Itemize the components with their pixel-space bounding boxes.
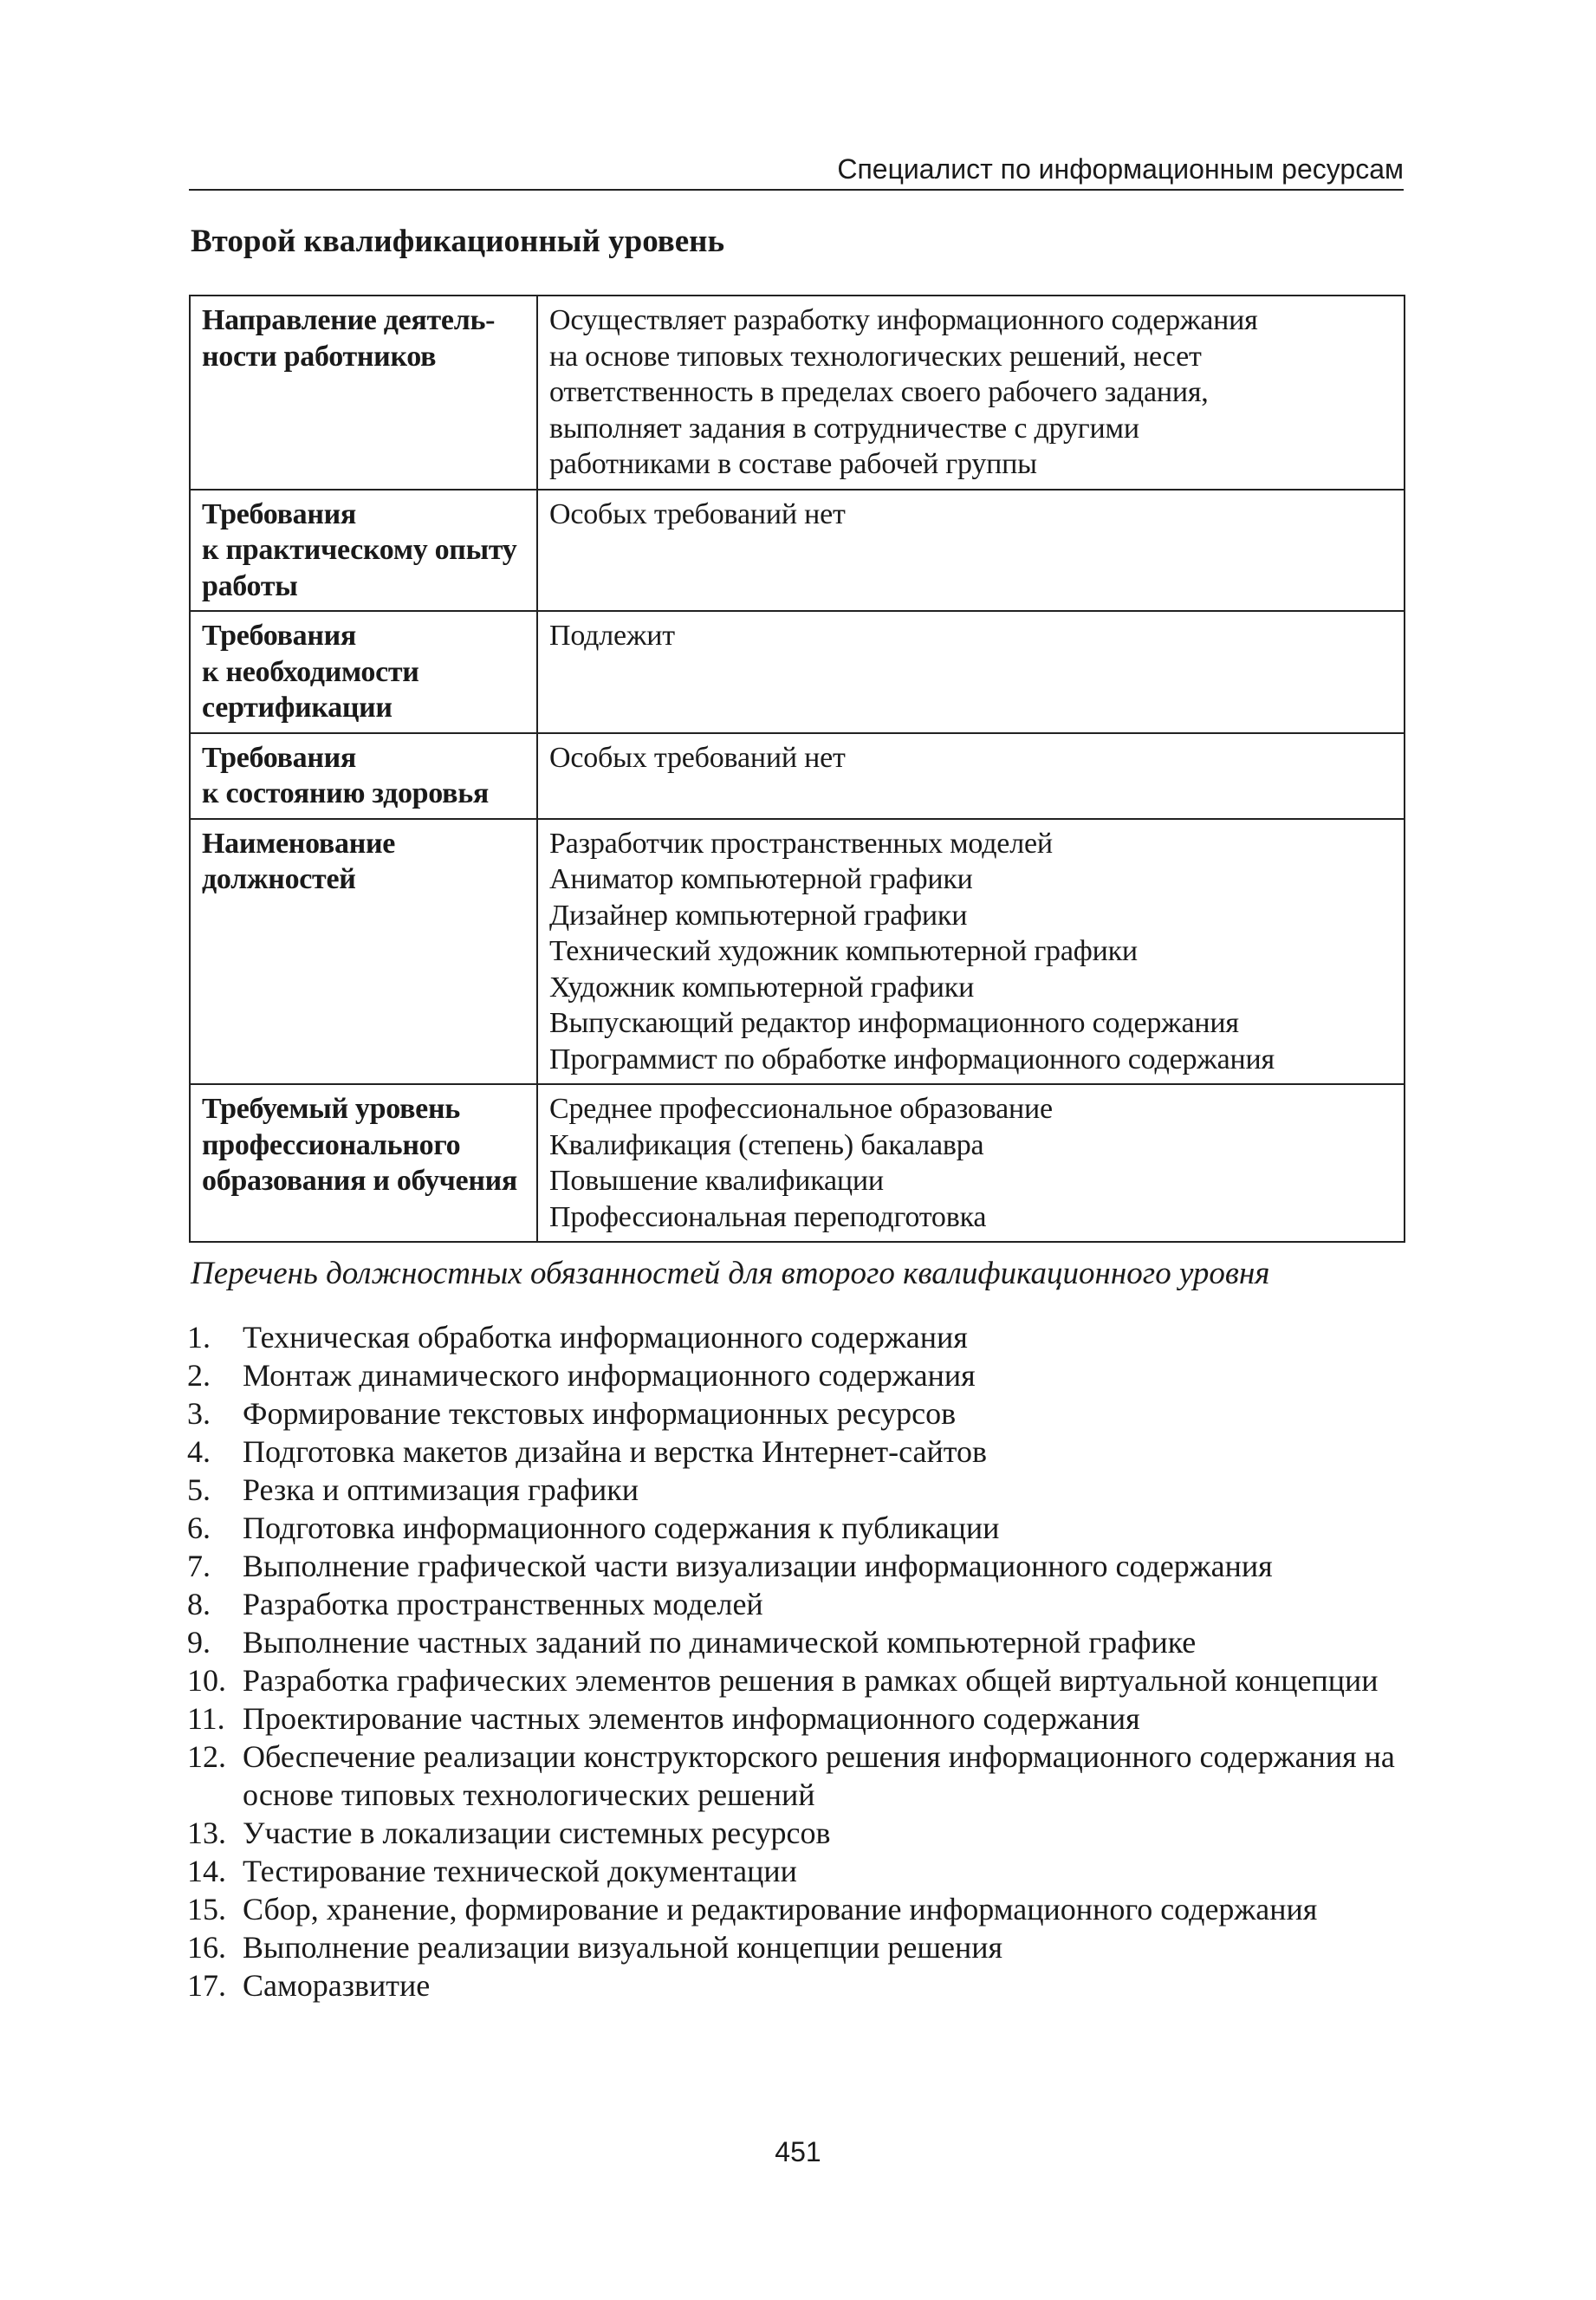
row-label-health — [190, 733, 537, 819]
list-item-number: 9. — [187, 1625, 211, 1660]
label-line: Требуемый уровень — [202, 1093, 460, 1125]
row-label-education — [190, 1084, 537, 1242]
list-item — [187, 1623, 1409, 1661]
list-item-number: 5. — [187, 1472, 211, 1507]
list-item-number: 15. — [187, 1892, 226, 1926]
value-line: Профессиональная переподготовка — [549, 1200, 987, 1233]
list-item-number: 1. — [187, 1320, 211, 1355]
label-line: профессионального — [202, 1128, 461, 1161]
list-item-number: 17. — [187, 1968, 226, 2003]
row-label-certification — [190, 611, 537, 733]
row-label-job-titles — [190, 819, 537, 1085]
table-row — [190, 1084, 1405, 1242]
list-item — [187, 1471, 1409, 1509]
label-line: должностей — [202, 863, 356, 895]
list-item — [187, 1356, 1409, 1394]
table-row — [190, 611, 1405, 733]
list-item — [187, 1890, 1409, 1928]
list-item — [187, 1966, 1409, 2004]
list-item-number: 8. — [187, 1587, 211, 1621]
label-line: Требования — [202, 497, 357, 530]
value-line: Разработчик пространственных моделей — [549, 827, 1053, 860]
list-item-text: Разработка графических элементов решения в рамках общей виртуальной концепции — [243, 1663, 1379, 1698]
value-line: Среднее профессиональное образование — [549, 1093, 1053, 1125]
list-item — [187, 1852, 1409, 1890]
row-label-experience — [190, 490, 537, 612]
list-item-text: Участие в локализации системных ресурсов — [243, 1816, 831, 1850]
value-line: Дизайнер компьютерной графики — [549, 899, 968, 932]
row-value-certification — [537, 611, 1405, 733]
value-line: Программист по обработке информационного содержания — [549, 1043, 1275, 1075]
list-item-number: 10. — [187, 1663, 226, 1698]
value-line: Квалификация (степень) бакалавра — [549, 1128, 984, 1161]
list-item — [187, 1509, 1409, 1547]
label-line: Требования — [202, 741, 357, 774]
duties-list-title: Перечень должностных обязанностей для второго квалификационного уровня — [191, 1256, 1270, 1291]
list-item-number: 7. — [187, 1549, 211, 1583]
list-item-text: Сбор, хранение, формирование и редактирование информационного содержания — [243, 1892, 1318, 1926]
list-item-number: 12. — [187, 1739, 226, 1774]
list-item — [187, 1738, 1409, 1814]
list-item-number: 4. — [187, 1434, 211, 1469]
list-item-number: 16. — [187, 1930, 226, 1965]
value-line: Выпускающий редактор информационного содержания — [549, 1007, 1239, 1039]
list-item — [187, 1547, 1409, 1585]
value-line: ответственность в пределах своего рабочего задания, — [549, 376, 1209, 408]
list-item-text: Резка и оптимизация графики — [243, 1472, 639, 1507]
row-value-health — [537, 733, 1405, 819]
label-line: Наименование — [202, 827, 396, 860]
list-item-text: Формирование текстовых информационных ресурсов — [243, 1396, 957, 1431]
list-item — [187, 1394, 1409, 1433]
row-value-education — [537, 1084, 1405, 1242]
label-line: ности работников — [202, 340, 437, 373]
value-line: выполняет задания в сотрудничестве с другими — [549, 412, 1139, 445]
row-label-activity-direction — [190, 296, 537, 490]
list-item — [187, 1928, 1409, 1966]
list-item — [187, 1814, 1409, 1852]
label-line: Требования — [202, 620, 357, 652]
list-item-text: Разработка пространственных моделей — [243, 1587, 763, 1621]
row-value-experience — [537, 490, 1405, 612]
table-row — [190, 490, 1405, 612]
list-item — [187, 1433, 1409, 1471]
label-line: Направление деятель- — [202, 304, 496, 336]
value-line: Аниматор компьютерной графики — [549, 863, 973, 895]
value-line: Повышение квалификации — [549, 1165, 884, 1197]
qualification-table — [189, 295, 1405, 1243]
duties-list — [187, 1318, 1409, 2004]
list-item-number: 14. — [187, 1854, 226, 1888]
list-item-text: Подготовка информационного содержания к публикации — [243, 1511, 1000, 1545]
value-line: Подлежит — [549, 620, 675, 652]
table-row — [190, 296, 1405, 490]
list-item-text: Выполнение реализации визуальной концепции решения — [243, 1930, 1003, 1965]
table-row — [190, 819, 1405, 1085]
row-value-activity-direction — [537, 296, 1405, 490]
list-item — [187, 1699, 1409, 1738]
list-item-text: Проектирование частных элементов информационного содержания — [243, 1701, 1140, 1736]
label-line: работы — [202, 569, 298, 602]
page-number: 451 — [775, 2136, 821, 2167]
list-item-number: 13. — [187, 1816, 226, 1850]
value-line: Особых требований нет — [549, 741, 846, 774]
row-value-job-titles — [537, 819, 1405, 1085]
list-item-number: 3. — [187, 1396, 211, 1431]
label-line: к состоянию здоровья — [202, 777, 489, 809]
section-title: Второй квалификационный уровень — [191, 224, 725, 259]
list-item-text: Выполнение частных заданий по динамической компьютерной графике — [243, 1625, 1197, 1660]
list-item-text: Саморазвитие — [243, 1968, 431, 2003]
list-item-number: 6. — [187, 1511, 211, 1545]
list-item-text: Обеспечение реализации конструкторского решения информационного содержания на основе типовых технологических решений — [243, 1739, 1395, 1812]
label-line: сертификации — [202, 692, 393, 724]
label-line: образования и обучения — [202, 1165, 517, 1197]
list-item-number: 11. — [187, 1701, 225, 1736]
list-item-text: Подготовка макетов дизайна и верстка Интернет-сайтов — [243, 1434, 988, 1469]
list-item-text: Техническая обработка информационного содержания — [243, 1320, 968, 1355]
label-line: к необходимости — [202, 655, 419, 688]
list-item — [187, 1585, 1409, 1623]
value-line: Осуществляет разработку информационного содержания — [549, 304, 1258, 336]
label-line: к практическому опыту — [202, 534, 517, 566]
value-line: Технический художник компьютерной графики — [549, 935, 1138, 967]
list-item-number: 2. — [187, 1358, 211, 1393]
list-item-text: Монтаж динамического информационного содержания — [243, 1358, 976, 1393]
list-item-text: Тестирование технической документации — [243, 1854, 797, 1888]
list-item-text: Выполнение графической части визуализации информационного содержания — [243, 1549, 1273, 1583]
running-header: Специалист по информационным ресурсам — [189, 149, 1404, 191]
table-row — [190, 733, 1405, 819]
list-item — [187, 1661, 1409, 1699]
value-line: Особых требований нет — [549, 497, 846, 530]
list-item — [187, 1318, 1409, 1356]
value-line: на основе типовых технологических решений, несет — [549, 340, 1202, 373]
value-line: работниками в составе рабочей группы — [549, 448, 1037, 480]
value-line: Художник компьютерной графики — [549, 971, 975, 1004]
